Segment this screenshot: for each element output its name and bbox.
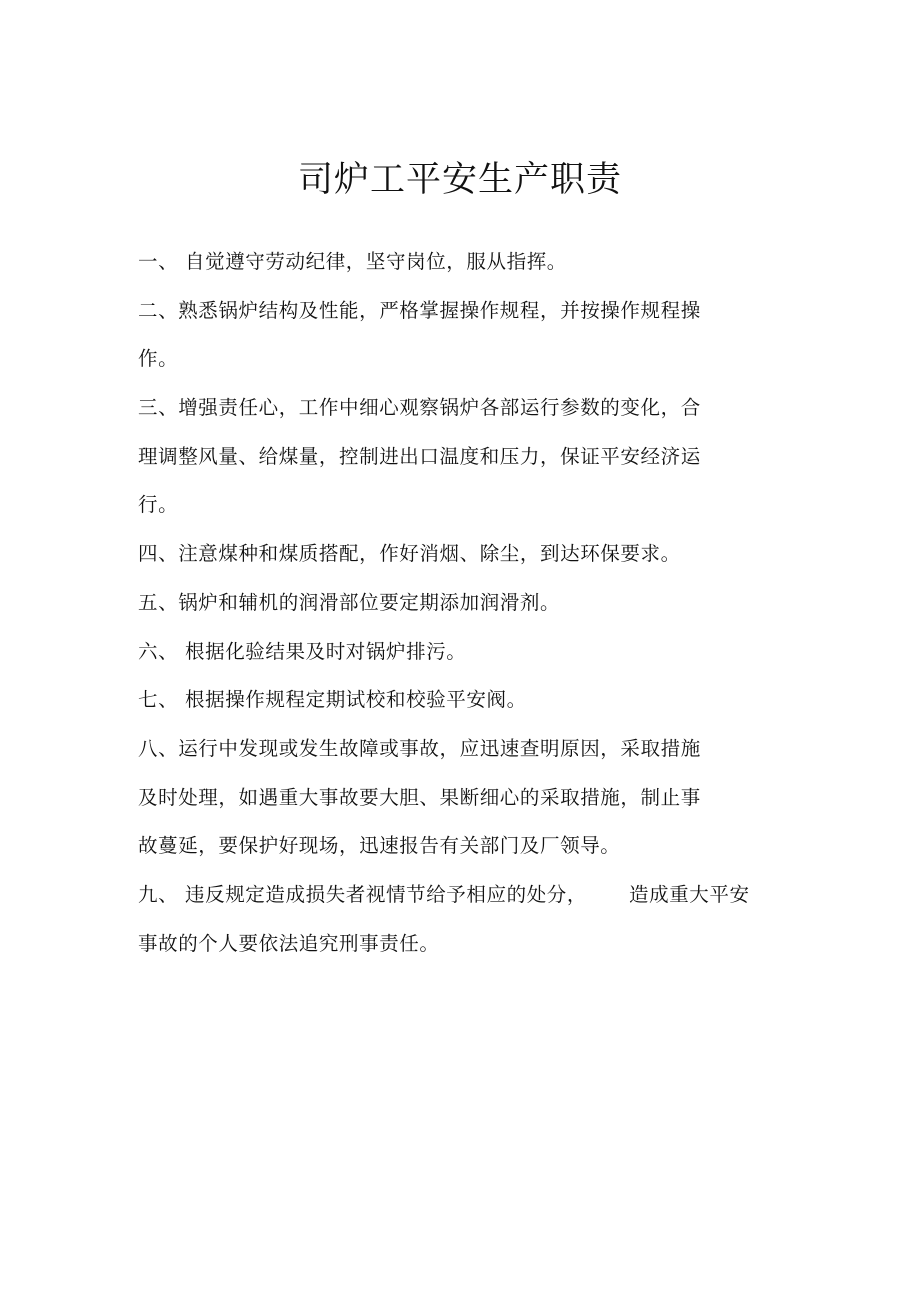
clause-line: 二、熟悉锅炉结构及性能，严格掌握操作规程，并按操作规程操 xyxy=(138,298,701,322)
clause-4 xyxy=(138,534,778,583)
clause-7 xyxy=(138,680,778,729)
clause-line: 作。 xyxy=(138,347,179,371)
clause-line: 及时处理，如遇重大事故要大胆、果断细心的采取措施，制止事 xyxy=(138,785,701,809)
clause-list xyxy=(138,242,778,972)
clause-line: 一、 自觉遵守劳动纪律，坚守岗位，服从指挥。 xyxy=(138,250,567,273)
document-title: 司炉工平安生产职责 xyxy=(297,160,622,200)
clause-line: 事故的个人要依法追究刑事责任。 xyxy=(138,931,440,955)
clause-1 xyxy=(138,242,778,291)
clause-line: 行。 xyxy=(138,493,179,517)
clause-line: 六、 根据化验结果及时对锅炉排污。 xyxy=(138,639,467,663)
clause-6 xyxy=(138,632,778,681)
clause-text-continuation: 造成重大平安 xyxy=(629,882,750,906)
clause-8 xyxy=(138,729,778,875)
clause-text: 九、 违反规定造成损失者视情节给予相应的处分， xyxy=(138,882,587,906)
clause-line: 五、锅炉和辅机的润滑部位要定期添加润滑剂。 xyxy=(138,590,561,614)
clause-line: 理调整风量、给煤量，控制进出口温度和压力，保证平安经济运 xyxy=(138,444,701,468)
clause-5 xyxy=(138,583,778,632)
clause-2 xyxy=(138,291,778,388)
clause-line: 八、运行中发现或发生故障或事故，应迅速查明原因，采取措施 xyxy=(138,736,701,760)
clause-line: 故蔓延，要保护好现场，迅速报告有关部门及厂领导。 xyxy=(138,834,621,858)
clause-line: 四、注意煤种和煤质搭配，作好消烟、除尘，到达环保要求。 xyxy=(138,542,681,566)
clause-line-with-gap xyxy=(138,875,778,924)
clause-line: 三、增强责任心，工作中细心观察锅炉各部运行参数的变化，合 xyxy=(138,396,701,420)
clause-9 xyxy=(138,875,778,972)
clause-line: 七、 根据操作规程定期试校和校验平安阀。 xyxy=(138,688,527,712)
clause-3 xyxy=(138,388,778,534)
